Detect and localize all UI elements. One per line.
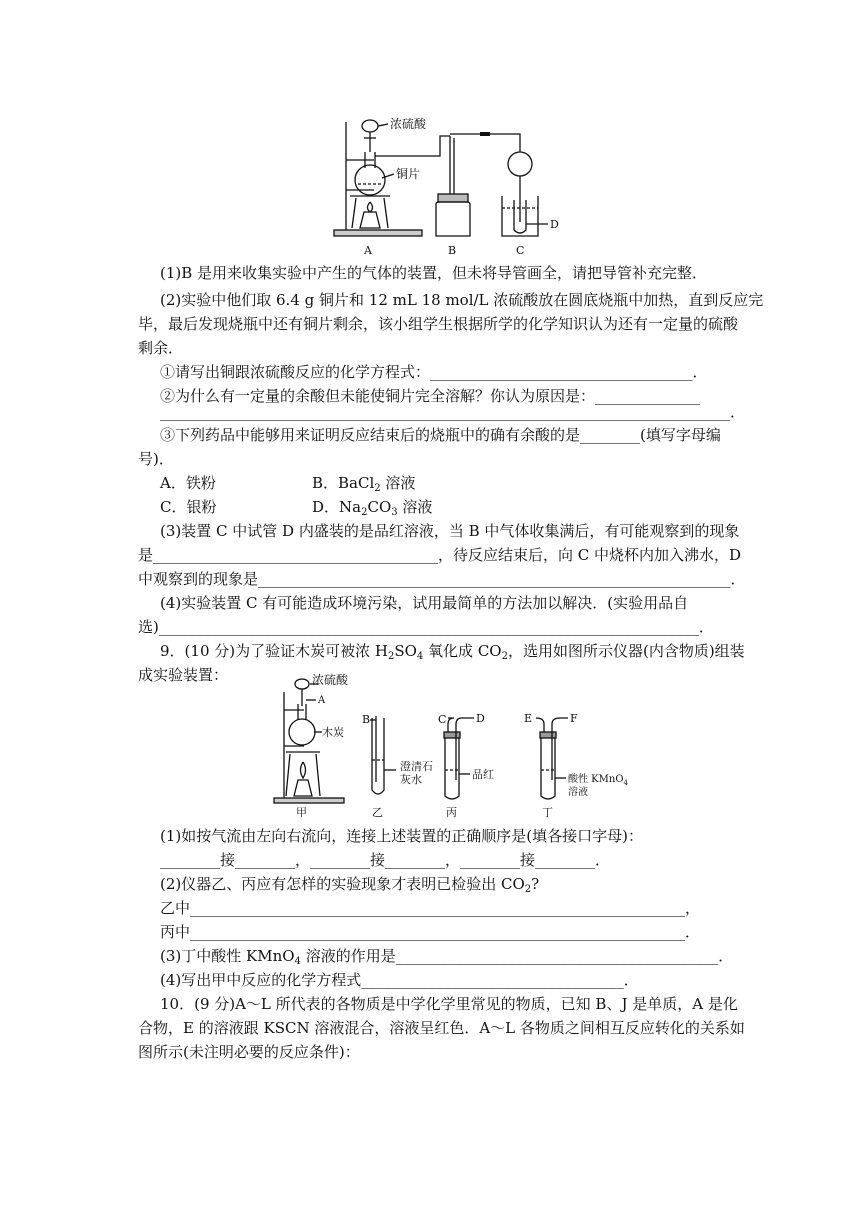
option-d: D．$Na_2CO_3$ 溶液 <box>312 498 433 518</box>
label-d: D <box>550 218 559 231</box>
label-kmno4-2: 溶液 <box>568 787 588 798</box>
label-f: F <box>570 712 578 725</box>
caption-jia: 甲 <box>296 806 307 819</box>
label-pinkred: 品红 <box>472 768 494 781</box>
figure-carbon-apparatus <box>268 670 648 822</box>
label-copper: 铜片 <box>396 167 421 181</box>
label-b-2: B <box>362 713 371 726</box>
q8-part3-line3: 中观察到的现象是_______________________________________________________________． <box>138 570 746 588</box>
option-c: C．银粉 <box>160 498 217 516</box>
q10-line3: 图所示(未注明必要的反应条件)： <box>138 1043 360 1061</box>
q10-line1: 10．(9 分)A～L 所代表的各物质是中学化学里常见的物质，已知 B、J 是单质，A 是化 <box>160 995 738 1013</box>
q9-part2: (2)仪器乙、丙应有怎样的实验现象才表明已检验出 $CO_2$? <box>160 875 540 895</box>
label-limewater-1: 澄清石 <box>400 760 433 773</box>
q9-intro-line2: 成实验装置： <box>138 666 229 684</box>
q8-part3-line1: (3)装置 C 中试管 D 内盛装的是品红溶液，当 B 中气体收集满后，有可能观察到的现象 <box>160 522 740 540</box>
q8-sub1: ①请写出铜跟浓硫酸反应的化学方程式：___________________________________． <box>160 363 708 381</box>
q10-line2: 合物，E 的溶液跟 KSCN 溶液混合，溶液呈红色．A～L 各物质之间相互反应转化的关系如 <box>138 1019 745 1037</box>
q8-part2-line2: 毕，最后发现烧瓶中还有铜片剩余，该小组学生根据所学的化学知识认为还有一定量的硫酸 <box>138 315 739 333</box>
option-a: A．铁粉 <box>160 474 216 492</box>
label-c-2: C <box>438 713 447 726</box>
q9-yi-line: 乙中__________________________________________________________________， <box>160 899 701 917</box>
q9-part3: (3)丁中酸性 KMnO$_4$ 溶液的作用是___________________________________________． <box>160 947 734 967</box>
q8-part4-line2: 选)________________________________________________________________________． <box>138 618 714 636</box>
caption-bing: 丙 <box>446 806 457 819</box>
q8-part2-line3: 剩余． <box>138 339 184 357</box>
q9-bing-line: 丙中__________________________________________________________________． <box>160 923 701 941</box>
q8-sub3-line1: ③下列药品中能够用来证明反应结束后的烧瓶中的确有余酸的是________(填写字母编 <box>160 426 721 444</box>
label-a-2: A <box>318 695 326 706</box>
q8-part4-line1: (4)实验装置 C 有可能造成环境污染，试用最简单的方法加以解决．(实验用品自 <box>160 594 689 612</box>
label-e: E <box>524 712 533 725</box>
option-b: B．BaCl$_2$ 溶液 <box>312 474 416 494</box>
q9-part1-line2: ________接________，________接________，________接________． <box>160 851 611 869</box>
q9-intro-line1: 9．(10 分)为了验证木炭可被浓 $H_2SO_4$ 氧化成 $CO_2$，选用如图所示仪器(内含物质)组装 <box>160 642 745 662</box>
caption-yi: 乙 <box>372 806 383 819</box>
label-a: A <box>364 244 372 257</box>
q8-sub2-line2: ____________________________________________________________________________． <box>160 403 746 421</box>
label-acid: 浓硫酸 <box>390 117 427 131</box>
label-kmno4-1: 酸性 KMnO$_4$ <box>568 774 628 787</box>
label-d-2: D <box>476 712 485 725</box>
label-acid-2: 浓硫酸 <box>312 673 349 687</box>
q9-part1-line1: (1)如按气流由左向右流向，连接上述装置的正确顺序是(填各接口字母)： <box>160 827 643 845</box>
caption-ding: 丁 <box>542 806 553 819</box>
label-limewater-2: 灰水 <box>400 773 422 786</box>
q9-part4: (4)写出甲中反应的化学方程式___________________________________． <box>160 971 639 989</box>
q8-part1: (1)B 是用来收集实验中产生的气体的装置，但未将导管画全，请把导管补充完整． <box>160 264 708 282</box>
q8-sub2-line1: ②为什么有一定量的余酸但未能使铜片完全溶解？你认为原因是：______________ <box>160 387 701 405</box>
label-carbon: 木炭 <box>322 726 344 739</box>
label-c: C <box>516 244 525 257</box>
figure-copper-apparatus <box>330 112 570 260</box>
q8-part3-line2: 是______________________________________，待反应结束后，向 C 中烧杯内加入沸水，D <box>138 546 742 564</box>
q8-sub3-line2: 号)． <box>138 450 174 468</box>
q8-part2-line1: (2)实验中他们取 6.4 g 铜片和 12 mL 18 mol/L 浓硫酸放在圆底烧瓶中加热，直到反应完 <box>160 291 764 309</box>
label-b: B <box>448 244 457 257</box>
